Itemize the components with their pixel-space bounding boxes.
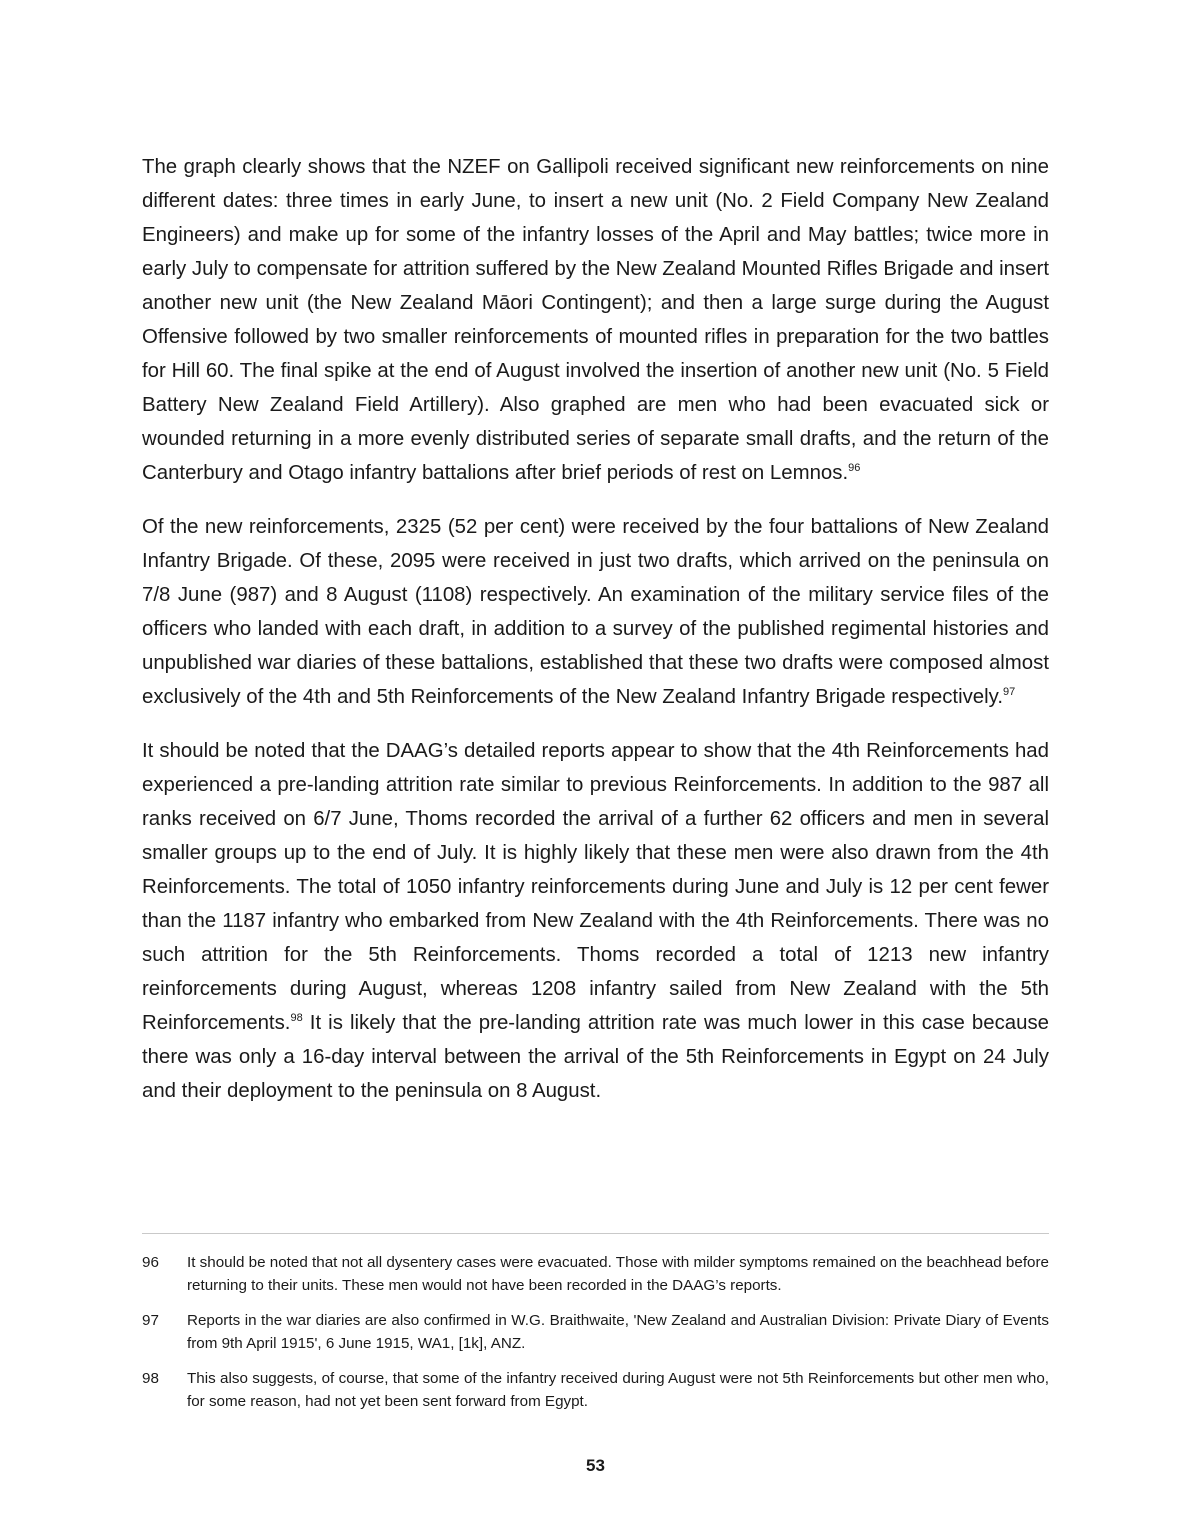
paragraph: [142, 734, 1049, 1108]
page-number: 53: [586, 1456, 605, 1475]
footnote: [142, 1367, 1049, 1413]
footnote-text: This also suggests, of course, that some of the infantry received during August were not 5th Reinforcements but other men who, for some reason, had not yet been sent forward from Egypt.: [187, 1370, 1049, 1410]
footnote-reference[interactable]: 98: [290, 1012, 303, 1024]
paragraph-text: It should be noted that the DAAG’s detailed reports appear to show that the 4th Reinforcements had experienced a pre-landing attrition rate similar to previous Reinforcements. In addition to the 987 all ranks received on 6/7 June, Thoms recorded the arrival of a further 62 officers and men in several smaller groups up to the end of July. It is highly likely that these men were also drawn from the 4th Reinforcements. The total of 1050 infantry reinforcements during June and July is 12 per cent fewer than the 1187 infantry who embarked from New Zealand with the 4th Reinforcements. There was no such attrition for the 5th Reinforcements. Thoms recorded a total of 1213 new infantry reinforcements during August, whereas 1208 infantry sailed from New Zealand with the 5th Reinforcements.: [142, 740, 1049, 1034]
paragraph: [142, 150, 1049, 490]
body-text: [142, 150, 1049, 1128]
footnotes: [142, 1251, 1049, 1425]
paragraph-text: Of the new reinforcements, 2325 (52 per cent) were received by the four battalions of New Zealand Infantry Brigade. Of these, 2095 were received in just two drafts, which arrived on the peninsula on 7/8 June (987) and 8 August (1108) respectively. An examination of the military service files of the officers who landed with each draft, in addition to a survey of the published regimental histories and unpublished war diaries of these battalions, established that these two drafts were composed almost exclusively of the 4th and 5th Reinforcements of the New Zealand Infantry Brigade respectively.: [142, 516, 1049, 708]
footnote-number: 98: [142, 1370, 159, 1387]
footnote-number: 97: [142, 1312, 159, 1329]
footnote-text: It should be noted that not all dysentery cases were evacuated. Those with milder symptoms remained on the beachhead before returning to their units. These men would not have been recorded in the DAAG’s reports.: [187, 1254, 1049, 1294]
footnote-number: 96: [142, 1254, 159, 1271]
paragraph: [142, 510, 1049, 714]
footnote-reference[interactable]: 97: [1003, 686, 1016, 698]
footnote: [142, 1251, 1049, 1297]
paragraph-text: The graph clearly shows that the NZEF on Gallipoli received significant new reinforcements on nine different dates: three times in early June, to insert a new unit (No. 2 Field Company New Zealand Engineers) and make up for some of the infantry losses of the April and May battles; twice more in early July to compensate for attrition suffered by the New Zealand Mounted Rifles Brigade and insert another new unit (the New Zealand Māori Contingent); and then a large surge during the August Offensive followed by two smaller reinforcements of mounted rifles in preparation for the two battles for Hill 60. The final spike at the end of August involved the insertion of another new unit (No. 5 Field Battery New Zealand Field Artillery). Also graphed are men who had been evacuated sick or wounded returning in a more evenly distributed series of separate small drafts, and the return of the Canterbury and Otago infantry battalions after brief periods of rest on Lemnos.: [142, 156, 1049, 484]
footnote-reference[interactable]: 96: [848, 462, 861, 474]
footnote-text: Reports in the war diaries are also confirmed in W.G. Braithwaite, 'New Zealand and Australian Division: Private Diary of Events from 9th April 1915', 6 June 1915, WA1, [1k], ANZ.: [187, 1312, 1049, 1352]
footnote-divider: [142, 1233, 1049, 1234]
footnote: [142, 1309, 1049, 1355]
paragraph-text: It is likely that the pre-landing attrition rate was much lower in this case because there was only a 16-day interval between the arrival of the 5th Reinforcements in Egypt on 24 July and their deployment to the peninsula on 8 August.: [142, 1012, 1049, 1102]
